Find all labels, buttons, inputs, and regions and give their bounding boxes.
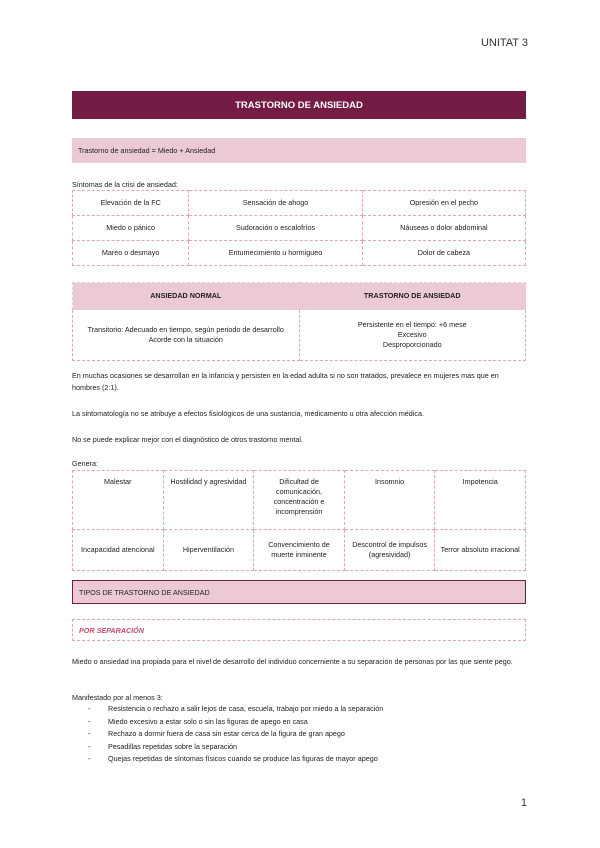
- page-number: 1: [520, 797, 527, 809]
- table-cell: Dolor de cabeza: [362, 241, 525, 266]
- table-cell: Elevación de la FC: [73, 191, 189, 216]
- section-heading: [72, 580, 526, 604]
- table-cell: Entumecimiento u hormigueo: [189, 241, 363, 266]
- list-item: - Rechazo a dormir fuera de casa sin estar cerca de la figura de gran apego: [88, 728, 383, 741]
- paragraph: La sintomatología no se atribuye a efectos fisiológicos de una sustancia, medicamento u otra afección médica.: [72, 409, 424, 418]
- criteria-list: [88, 703, 383, 766]
- table-cell: Convencimiento de muerte inminente: [254, 530, 345, 571]
- normal-line: Acorde con la situación: [148, 335, 223, 344]
- table-row: [73, 216, 526, 241]
- table-cell: Terror absoluto irracional: [435, 530, 526, 571]
- symptoms-label: Síntomas de la crisi de ansiedad:: [72, 180, 178, 189]
- definition-box: [72, 138, 526, 163]
- table-row: [73, 530, 526, 571]
- table-cell: Opresión en el pecho: [362, 191, 525, 216]
- table-header-row: [73, 283, 526, 310]
- disorder-line: Desproporcionado: [382, 340, 442, 350]
- subsection-heading-text: POR SEPARACIÓN: [79, 625, 144, 635]
- paragraph: No se puede explicar mejor con el diagnóstico de otros trastorno mental.: [72, 435, 303, 444]
- comparison-table: [72, 282, 526, 361]
- genera-label: Genera:: [72, 459, 98, 468]
- section-heading-text: TIPOS DE TRASTORNO DE ANSIEDAD: [79, 587, 210, 597]
- normal-cell: [73, 310, 300, 361]
- unit-header: UNITAT 3: [480, 37, 528, 49]
- header-disorder: TRASTORNO DE ANSIEDAD: [299, 283, 526, 310]
- table-row: [73, 310, 526, 361]
- paragraph: Miedo o ansiedad ina propiada para el nivel de desarrollo del individuo concerniente a su separación de personas por las que siente pego.: [72, 657, 513, 666]
- list-item: - Quejas repetidas de síntomas físicos cuando se produce las figuras de mayor apego: [88, 753, 383, 766]
- disorder-line: Persistente en el tiempo: +6 mese: [357, 319, 467, 329]
- page-title: TRASTORNO DE ANSIEDAD: [72, 91, 526, 119]
- table-cell: Descontrol de impulsos (agresividad): [344, 530, 435, 571]
- table-cell: Mareo o desmayo: [73, 241, 189, 266]
- table-cell: Sudoración o escalofríos: [189, 216, 363, 241]
- list-item: - Resistencia o rechazo a salir lejos de casa, escuela, trabajo por miedo a la separación: [88, 703, 383, 716]
- manifest-label: Manifestado por al menos 3:: [72, 693, 163, 702]
- subsection-heading: [72, 619, 526, 641]
- paragraph: En muchas ocasiones se desarrollan en la infancia y persisten en la edad adulta si no son tratados, prevalece en mujeres mas que en hombres (2:1).: [72, 371, 499, 392]
- table-row: [73, 471, 526, 530]
- table-cell: Hiperventilación: [163, 530, 254, 571]
- disorder-cell: [299, 310, 526, 361]
- normal-line: Transitorio: Adecuado en tiempo, según periodo de desarrollo: [87, 324, 284, 334]
- table-cell: Incapacidad atencional: [73, 530, 164, 571]
- table-cell: Impotencia: [435, 471, 526, 530]
- table-cell: Miedo o pánico: [73, 216, 189, 241]
- table-row: [73, 191, 526, 216]
- table-cell: Insomnio: [344, 471, 435, 530]
- definition-text: Trastorno de ansiedad = Miedo + Ansiedad: [78, 146, 216, 155]
- table-row: [73, 241, 526, 266]
- table-cell: Dificultad de comunicación, concentración e incomprensión: [254, 471, 345, 530]
- disorder-line: Excesivo: [397, 329, 427, 339]
- table-cell: Malestar: [73, 471, 164, 530]
- table-cell: Náuseas o dolor abdominal: [362, 216, 525, 241]
- header-normal: ANSIEDAD NORMAL: [73, 283, 300, 310]
- table-cell: Sensación de ahogo: [189, 191, 363, 216]
- table-cell: Hostilidad y agresividad: [163, 471, 254, 530]
- list-item: - Pesadillas repetidas sobre la separación: [88, 741, 383, 754]
- genera-table: [72, 470, 526, 571]
- list-item: - Miedo excesivo a estar solo o sin las figuras de apego en casa: [88, 716, 383, 729]
- symptoms-table: [72, 190, 526, 266]
